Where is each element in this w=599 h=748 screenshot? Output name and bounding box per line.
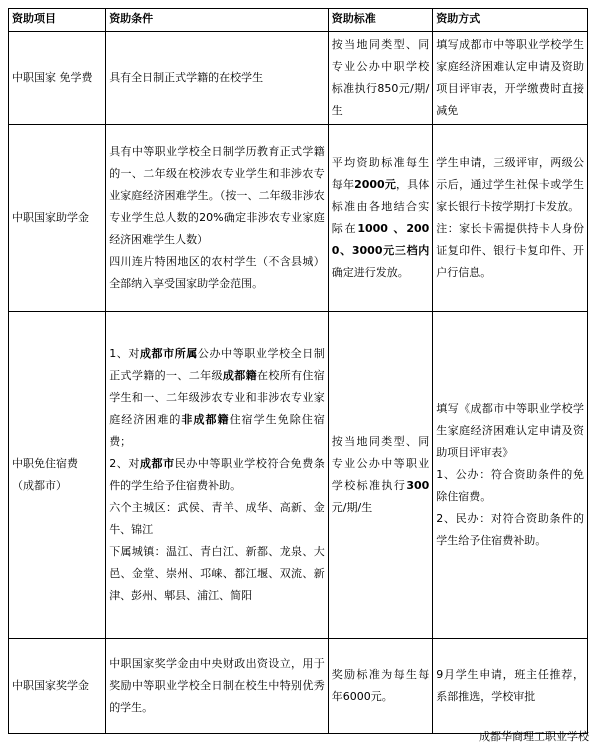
method-text: 1、公办：符合资助条件的免除住宿费。 (436, 468, 584, 503)
condition-text: 具有中等职业学校全日制学历教育正式学籍的一、二年级在校涉农专业学生和非涉农专业家庭经济困难学生。（按一、二年级非涉农专业学生总人数的20%确定非涉农专业家庭经济困难学生人数） (109, 145, 325, 246)
standard-amount: 2000元 (354, 178, 397, 191)
text-span: 民办中等职业学校符合免费条件的学生给予住宿费补助。 (109, 457, 325, 492)
standard-text: 元/期/生 (331, 501, 373, 514)
text-span: 1、对 (109, 347, 140, 360)
header-row (9, 9, 588, 32)
method-cell: 填写成都市中等职业学校学生家庭经济困难认定申请及资助项目评审表，开学缴费时直接减免 (433, 32, 588, 125)
method-cell (433, 125, 588, 312)
header-condition: 资助条件 (106, 9, 329, 32)
text-span: 成都市所属 (139, 347, 198, 360)
condition-cell: 具有全日制正式学籍的在校学生 (106, 32, 329, 125)
condition-text: 六个主城区：武侯、青羊、成华、高新、金牛、锦江 (109, 501, 325, 536)
condition-text: 四川连片特困地区的农村学生（不含县城）全部纳入享受国家助学金范围。 (109, 255, 325, 290)
standard-cell (328, 312, 433, 639)
table-row-national-grant (9, 125, 588, 312)
method-text: 填写《成都市中等职业学校学生家庭经济困难认定申请及资助项目评审表》 (436, 402, 584, 459)
table-row-dorm-waiver (9, 312, 588, 639)
project-cell (9, 312, 106, 639)
condition-cell: 中职国家奖学金由中央财政出资设立，用于奖励中等职业学校全日制在校生中特别优秀的学生。 (106, 639, 329, 734)
table-row-tuition-waiver (9, 32, 588, 125)
standard-text: 按当地同类型、同专业公办中等职业学校标准执行 (331, 435, 430, 492)
standard-cell: 按当地同类型、同专业公办中职学校标准执行850元/期/生 (328, 32, 433, 125)
method-cell: 9月学生申请，班主任推荐，系部推选，学校审批 (433, 639, 588, 734)
standard-text: ，具体标准由各地结合实际在 (331, 178, 430, 235)
project-cell: 中职国家助学金 (9, 125, 106, 312)
condition-text: 下属城镇：温江、青白江、新都、龙泉、大邑、金堂、崇州、邛崃、都江堰、双流、新津、彭州、郫县、浦江、简阳 (109, 545, 325, 602)
standard-tiers: 1000 、2000、3000元三档内 (331, 222, 430, 257)
standard-text: 平均资助标准每生每年 (331, 156, 430, 191)
condition-cell (106, 312, 329, 639)
text-span: 成都市 (139, 457, 175, 470)
header-method: 资助方式 (433, 9, 588, 32)
condition-text (109, 343, 325, 453)
standard-cell (328, 125, 433, 312)
project-text: 中职免住宿费 (12, 457, 78, 470)
method-cell (433, 312, 588, 639)
subsidy-table (8, 8, 588, 734)
text-span: 公办中等职业学校全日制正式学籍的一、二年级 (109, 347, 325, 382)
project-cell: 中职国家奖学金 (9, 639, 106, 734)
text-span: 非成都籍 (181, 413, 230, 426)
method-text: 2、民办：对符合资助条件的学生给予住宿费补助。 (436, 512, 584, 547)
text-span: 住宿学生免除住宿费； (109, 413, 325, 448)
header-project: 资助项目 (9, 9, 106, 32)
project-text: （成都市） (12, 479, 67, 492)
footer-school-name: 成都华商理工职业学校 (479, 730, 589, 743)
condition-text (109, 453, 325, 497)
condition-cell (106, 125, 329, 312)
standard-text: 确定进行发放。 (331, 266, 409, 279)
method-text: 学生申请，三级评审，两级公示后，通过学生社保卡或学生家长银行卡按学期打卡发放。 (436, 156, 584, 213)
text-span: 2、对 (109, 457, 140, 470)
method-note: 注：家长卡需提供持卡人身份证复印件、银行卡复印件、开户行信息。 (436, 222, 584, 279)
project-cell: 中职国家 免学费 (9, 32, 106, 125)
header-standard: 资助标准 (328, 9, 433, 32)
text-span: 成都籍 (222, 369, 257, 382)
table-row-national-scholarship (9, 639, 588, 734)
standard-cell: 奖励标准为每生每年6000元。 (328, 639, 433, 734)
text-span: 在校所有住宿学生和一、二年级涉农专业和非涉农专业家庭经济困难的 (109, 369, 325, 426)
standard-amount: 300 (406, 479, 430, 492)
